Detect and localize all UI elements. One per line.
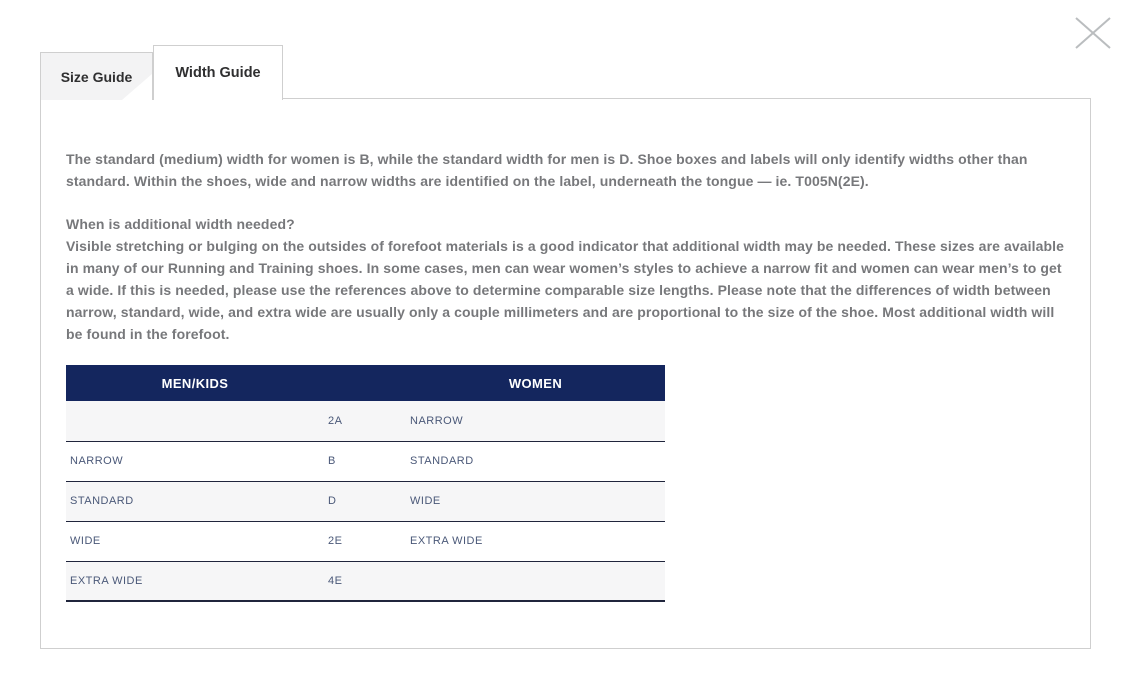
tab-size-guide[interactable] — [40, 52, 153, 100]
cell-men-width: EXTRA WIDE — [66, 561, 324, 601]
table-row — [66, 441, 665, 481]
table-row — [66, 521, 665, 561]
cell-men-width: WIDE — [66, 521, 324, 561]
width-conversion-table — [66, 365, 665, 602]
tab-width-guide-label: Width Guide — [175, 65, 261, 81]
cell-women-width: NARROW — [406, 401, 665, 441]
table-row — [66, 481, 665, 521]
table-row — [66, 561, 665, 601]
cell-women-width: WIDE — [406, 481, 665, 521]
cell-width-code: D — [324, 481, 406, 521]
cell-men-width: STANDARD — [66, 481, 324, 521]
cell-men-width — [66, 401, 324, 441]
width-guide-panel — [40, 98, 1091, 649]
cell-men-width: NARROW — [66, 441, 324, 481]
close-button[interactable] — [1072, 14, 1114, 52]
additional-width-question: When is additional width needed? — [66, 216, 295, 232]
width-intro-text: The standard (medium) width for women is B, while the standard width for men is D. Shoe boxes and labels will only identify widths other than standard. Within the shoes, wide and narrow widths are identified on the label, underneath the tongue — ie. T005N(2E). — [66, 151, 1028, 189]
cell-width-code: 4E — [324, 561, 406, 601]
cell-women-width: EXTRA WIDE — [406, 521, 665, 561]
additional-width-answer: Visible stretching or bulging on the outsides of forefoot materials is a good indicator that additional width may be needed. These sizes are available in many of our Running and Training shoes. In some cases, men can wear women’s styles to achieve a narrow fit and women can wear men’s to get a wide. If this is needed, please use the references above to determine comparable size lengths. Please note that the differences of width between narrow, standard, wide, and extra wide are usually only a couple millimeters and are proportional to the size of the shoe. Most additional width will be found in the forefoot. — [66, 238, 1065, 342]
table-row — [66, 401, 665, 441]
cell-women-width — [406, 561, 665, 601]
tab-width-guide[interactable] — [153, 45, 283, 100]
table-header-women: WOMEN — [406, 365, 665, 401]
cell-width-code: 2E — [324, 521, 406, 561]
table-header-men-kids: MEN/KIDS — [66, 365, 324, 401]
cell-width-code: B — [324, 441, 406, 481]
close-icon — [1072, 14, 1114, 52]
cell-width-code: 2A — [324, 401, 406, 441]
table-header-spacer — [324, 365, 406, 401]
cell-women-width: STANDARD — [406, 441, 665, 481]
table-header-row — [66, 365, 665, 401]
tab-size-guide-label: Size Guide — [60, 68, 133, 85]
